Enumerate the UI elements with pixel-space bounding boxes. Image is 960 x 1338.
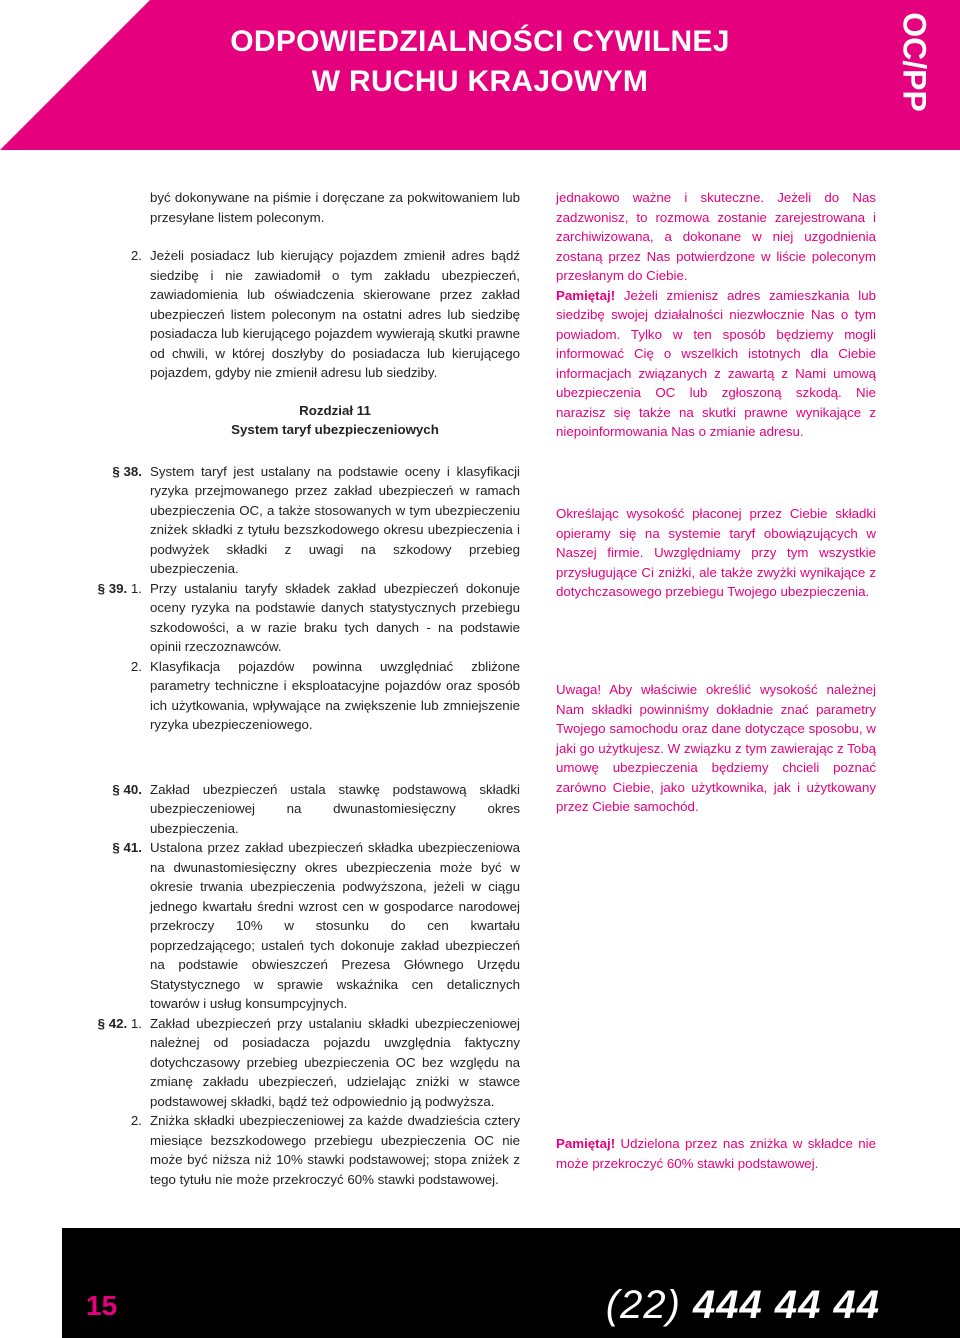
section-text: Przy ustalaniu taryfy składek zakład ubezpieczeń dokonuje oceny ryzyka na podstawie danych statystycznych przebiegu szkodowości, a w razie braku tych danych - na podstawie opinii rzeczoznawców. xyxy=(150,580,520,654)
chapter-number: Rozdział 11 xyxy=(299,402,371,418)
side-note-contact: jednakowo ważne i skuteczne. Jeżeli do Nas zadzwonisz, to rozmowa zostanie zarejestrowana i zarchiwizowana, a dokonane w niej uzgodnienia zostaną przez Nas potwierdzone w liście poleconym przesłanym do Ciebie. Pamiętaj! Jeżeli zmienisz adres zamieszkania lub siedzibę swojej działalności niezwłocznie Nas o tym powiadom. Tylko w ten sposób będziemy mogli informować Cię o wszelkich istotnych dla Ciebie informacjach związanych z zawartą z Nami umową ubezpieczenia OC lub zgłoszoną szkodą. Nie narazisz się także na skutki prawne wynikające z niepoinformowania Nas o zmianie adresu. xyxy=(556,190,876,439)
section-42-2 xyxy=(80,1111,520,1189)
section-label: § 40. xyxy=(112,781,142,797)
page-title-line-2: W RUCHU KRAJOWYM xyxy=(311,65,649,98)
section-label: § 39. xyxy=(97,580,128,596)
section-label: § 41. xyxy=(112,840,142,855)
item-number: 2. xyxy=(130,658,142,674)
page-title xyxy=(150,22,810,102)
side-note-discount: Pamiętaj! Udzielona przez nas zniżka w składce nie może przekroczyć 60% stawki podstawowej. xyxy=(556,1136,876,1171)
section-text: Zniżka składki ubezpieczeniowej za każde dwadzieścia cztery miesiące bezszkodowego przebiegu ubezpieczenia OC nie może być niższa niż 10% stawki podstawowej; stopa zniżek z tego tytułu nie może przekroczyć 60% stawki podstawowej. xyxy=(150,1113,520,1187)
chapter-heading xyxy=(150,401,520,440)
page-number: 15 xyxy=(86,1290,118,1321)
section-label: § 42. xyxy=(97,1015,128,1031)
side-note-vehicle: Uwaga! Aby właściwie określić wysokość należnej Nam składki powinniśmy dokładnie znać parametry Twojego samochodu oraz dane dotyczące sposobu, w jaki go użytkujesz. W związku z tym zawierając z Tobą umowę ubezpieczenia będziemy chcieli poznać zarówno Ciebie, jako użytkownika, jak i użytkowany przez Ciebie samochód. xyxy=(556,682,876,814)
section-text: Zakład ubezpieczeń przy ustalaniu składki ubezpieczeniowej należnej od posiadacza pojazdu uwzględnia faktyczny dotychczasowy przebieg ubezpieczenia OC bez względu na zmianę zakładu ubezpieczeń, udzielając zniżki w stawce podstawowej składki, bądź też odpowiednio ją podwyższa. xyxy=(150,1015,520,1109)
section-39-2 xyxy=(80,657,520,735)
section-text: Zakład ubezpieczeń ustala stawkę podstawową składki ubezpieczeniowej na dwunastomiesięczny okres ubezpieczenia. xyxy=(150,781,520,836)
regulation-text xyxy=(80,188,520,1189)
intro-paragraph: być dokonywane na piśmie i doręczane za pokwitowaniem lub przesyłane listem poleconym. xyxy=(150,190,520,225)
section-tab xyxy=(868,0,960,150)
section-tab-label: OC/PP xyxy=(896,12,933,112)
paragraph-text: Jeżeli posiadacz lub kierujący pojazdem zmienił adres bądź siedzibę i nie zawiadomił o tym zakładu ubezpieczeń, zawiadomienia lub oświadczenia skierowane przez zakład ubezpieczeń listem poleconym na ostatni adres lub siedzibę posiadacza lub kierującego pojazdem wywierają skutki prawne od chwili, w której doszłyby do posiadacza lub kierującego pojazdem, gdyby nie zmienił adresu lub siedziby. xyxy=(150,248,520,380)
item-number: 2. xyxy=(130,1113,142,1128)
phone-digits: 444 44 44 xyxy=(693,1283,880,1327)
page-title-line-1: ODPOWIEDZIALNOŚCI CYWILNEJ xyxy=(230,25,730,58)
note-emphasis: Pamiętaj! xyxy=(556,287,616,303)
item-number: 1. xyxy=(130,1015,142,1031)
chapter-title: System taryf ubezpieczeniowych xyxy=(231,422,439,437)
section-label: § 38. xyxy=(112,463,142,479)
section-42-1 xyxy=(80,1014,520,1112)
phone-number xyxy=(606,1283,880,1328)
section-text: System taryf jest ustalany na podstawie oceny i klasyfikacji ryzyka przejmowanego przez zakład ubezpieczeń w ramach ubezpieczenia OC, a także stosowanych w tym ubezpieczeniu zniżek składki z tytułu bezszkodowego okresu ubezpieczenia i podwyżek składki z uwagi na szkodowy przebieg ubezpieczenia. xyxy=(150,463,520,576)
header-corner-cut xyxy=(0,0,150,150)
section-40 xyxy=(80,780,520,839)
section-41 xyxy=(80,838,520,1014)
phone-area-code: (22) xyxy=(605,1283,681,1327)
note-emphasis: Pamiętaj! xyxy=(556,1136,616,1151)
section-39-1 xyxy=(80,579,520,657)
section-38 xyxy=(80,462,520,579)
side-note-tariff: Określając wysokość płaconej przez Ciebie składki opieramy się na systemie taryf obowiązujących w Naszej firmie. Uwzględniamy przy tym wszystkie przysługujące Ci zniżki, ale także zwyżki wynikające z dotychczasowego przebiegu Twojego ubezpieczenia. xyxy=(556,506,876,599)
section-text: Ustalona przez zakład ubezpieczeń składka ubezpieczeniowa na dwunastomiesięczny okres ubezpieczenia może być w okresie trwania ubezpieczenia podwyższona, jeżeli w ciągu jednego kwartału średni wzrost cen w gospodarce narodowej przekroczy 10% w stosunku do cen kwartału poprzedzającego; ustaleń tych dokonuje zakład ubezpieczeń na podstawie obwieszczeń Prezesa Głównego Urzędu Statystycznego w sprawie wskaźnika cen detalicznych towarów i usług konsumpcyjnych. xyxy=(150,840,520,1011)
item-number: 1. xyxy=(130,580,142,596)
paragraph-number: 2. xyxy=(130,248,142,263)
section-text: Klasyfikacja pojazdów powinna uwzględniać zbliżone parametry techniczne i eksploatacyjne pojazdów oraz sposób ich użytkowania, wpływające na zwiększenie lub zmniejszenie ryzyka ubezpieczeniowego. xyxy=(150,658,520,732)
paragraph-2 xyxy=(80,246,520,383)
